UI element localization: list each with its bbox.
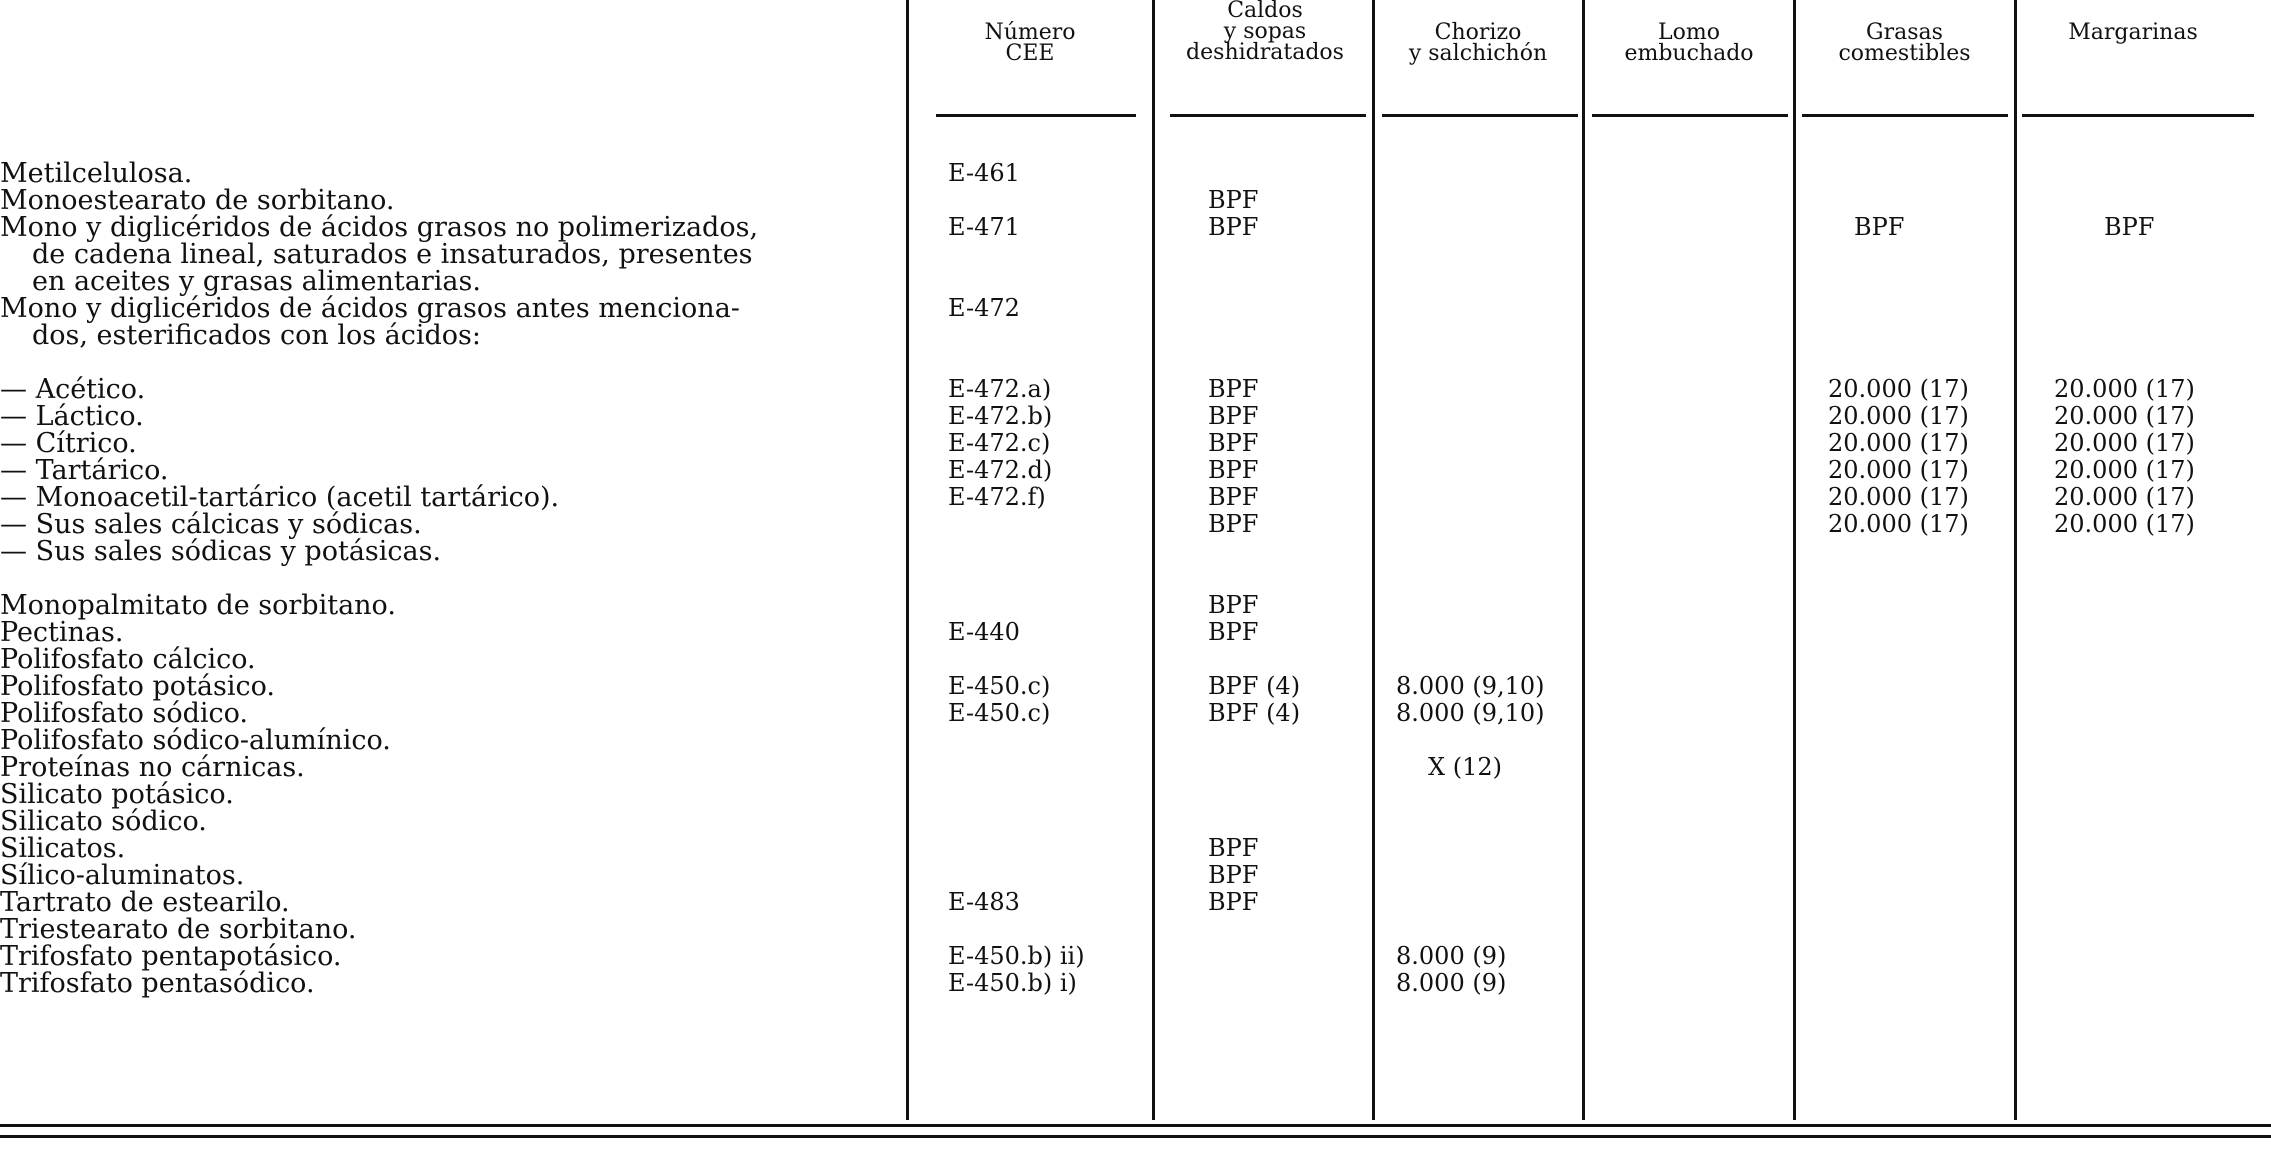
column-rule [2014, 0, 2017, 1120]
desc-cell: — Sus sales sódicas y potásicas. [0, 536, 442, 567]
caldos-cell: BPF [1208, 888, 1259, 916]
cee-cell: E-472.c) [948, 429, 1051, 457]
caldos-cell: BPF (4) [1208, 672, 1301, 700]
grasas-cell: 20.000 (17) [1828, 483, 1969, 511]
grasas-cell [1828, 295, 1969, 322]
chorizo-cell [1396, 295, 1545, 322]
grasas-cell [1828, 565, 1969, 592]
grasas-cell [1828, 619, 1969, 646]
desc-cell: Trifosfato pentapotásico. [0, 941, 342, 972]
desc-cell: Monoestearato de sorbitano. [0, 185, 395, 216]
cee-cell: E-440 [948, 618, 1020, 646]
desc-cell: dos, esterificados con los ácidos: [32, 320, 481, 351]
caldos-cell [1208, 781, 1300, 808]
chorizo-column [1396, 160, 1545, 997]
cee-cell [948, 808, 1085, 835]
chorizo-cell [1396, 565, 1545, 592]
cee-cell [948, 538, 1085, 565]
desc-cell [0, 349, 920, 376]
cee-cell: E-450.c) [948, 699, 1051, 727]
margarinas-cell [2054, 727, 2195, 754]
footer-rule [0, 1124, 2271, 1127]
margarinas-cell [2054, 349, 2195, 376]
cee-cell [948, 835, 1085, 862]
header-underline [936, 114, 1136, 117]
grasas-cell [1828, 889, 1969, 916]
grasas-cell: 20.000 (17) [1828, 375, 1969, 403]
desc-cell: de cadena lineal, saturados e insaturados, presentes [32, 239, 753, 270]
desc-cell: Proteínas no cárnicas. [0, 752, 305, 783]
grasas-cell [1828, 862, 1969, 889]
caldos-cell: BPF [1208, 861, 1259, 889]
desc-cell: Trifosfato pentasódico. [0, 968, 315, 999]
desc-cell: — Láctico. [0, 401, 144, 432]
grasas-cell [1828, 970, 1969, 997]
cee-cell: E-472.f) [948, 483, 1046, 511]
grasas-cell: 20.000 (17) [1828, 402, 1969, 430]
chorizo-cell [1396, 619, 1545, 646]
margarinas-cell: 20.000 (17) [2054, 375, 2195, 403]
cee-cell [948, 241, 1085, 268]
header-underline [1592, 114, 1788, 117]
grasas-cell: 20.000 (17) [1828, 456, 1969, 484]
chorizo-cell [1396, 457, 1545, 484]
chorizo-cell [1396, 241, 1545, 268]
chorizo-cell [1396, 511, 1545, 538]
chorizo-cell [1396, 646, 1545, 673]
margarinas-column [2054, 160, 2195, 997]
chorizo-cell [1396, 403, 1545, 430]
desc-cell: Polifosfato sódico-alumínico. [0, 725, 391, 756]
margarinas-cell: 20.000 (17) [2054, 402, 2195, 430]
desc-cell: Silicato potásico. [0, 779, 234, 810]
caldos-cell [1208, 565, 1300, 592]
chorizo-cell [1396, 727, 1545, 754]
chorizo-cell: 8.000 (9,10) [1396, 699, 1545, 727]
chorizo-cell: X (12) [1428, 753, 1502, 781]
caldos-cell: BPF [1208, 186, 1259, 214]
chorizo-cell [1396, 430, 1545, 457]
chorizo-cell [1396, 538, 1545, 565]
chorizo-cell [1396, 268, 1545, 295]
grasas-cell [1828, 538, 1969, 565]
grasas-cell [1828, 592, 1969, 619]
chorizo-cell [1396, 835, 1545, 862]
margarinas-cell [2054, 889, 2195, 916]
desc-cell: Triestearato de sorbitano. [0, 914, 357, 945]
desc-cell: — Sus sales cálcicas y sódicas. [0, 509, 422, 540]
chorizo-cell [1396, 322, 1545, 349]
margarinas-cell: BPF [2104, 213, 2155, 241]
numero-cee-column [948, 160, 1085, 997]
desc-cell: Sílico-aluminatos. [0, 860, 245, 891]
header-underline [2022, 114, 2254, 117]
grasas-cell [1828, 835, 1969, 862]
cee-cell [948, 268, 1085, 295]
grasas-cell [1828, 268, 1969, 295]
cee-cell [948, 754, 1085, 781]
header-margarinas: Margarinas [2068, 20, 2198, 45]
cee-cell [948, 592, 1085, 619]
margarinas-cell [2054, 160, 2195, 187]
desc-cell: en aceites y grasas alimentarias. [32, 266, 481, 297]
grasas-cell [1828, 241, 1969, 268]
chorizo-cell [1396, 160, 1545, 187]
margarinas-cell [2054, 700, 2195, 727]
margarinas-cell: 20.000 (17) [2054, 429, 2195, 457]
cee-cell [948, 322, 1085, 349]
header-grasas: Grasas comestibles [1838, 20, 1971, 66]
header-underline [1382, 114, 1578, 117]
header-lomo: Lomo embuchado [1624, 20, 1754, 66]
cee-cell [948, 862, 1085, 889]
desc-cell: Silicatos. [0, 833, 126, 864]
desc-cell: Polifosfato cálcico. [0, 644, 256, 675]
desc-cell: — Monoacetil-tartárico (acetil tartárico). [0, 482, 560, 513]
margarinas-cell: 20.000 (17) [2054, 483, 2195, 511]
caldos-cell [1208, 241, 1300, 268]
desc-cell: Pectinas. [0, 617, 124, 648]
desc-cell: Polifosfato potásico. [0, 671, 275, 702]
caldos-cell: BPF [1208, 483, 1259, 511]
header-underline [1170, 114, 1366, 117]
caldos-cell [1208, 349, 1300, 376]
caldos-cell: BPF [1208, 456, 1259, 484]
desc-cell: Silicato sódico. [0, 806, 207, 837]
margarinas-cell [2054, 187, 2195, 214]
chorizo-cell [1396, 592, 1545, 619]
margarinas-cell: 20.000 (17) [2054, 510, 2195, 538]
cee-cell: E-472.a) [948, 375, 1052, 403]
cee-cell: E-472 [948, 294, 1020, 322]
header-caldos: Caldos y sopas deshidratados [1186, 0, 1344, 65]
grasas-cell [1828, 187, 1969, 214]
chorizo-cell [1396, 916, 1545, 943]
caldos-cell [1208, 322, 1300, 349]
margarinas-cell [2054, 781, 2195, 808]
chorizo-cell: 8.000 (9,10) [1396, 672, 1545, 700]
margarinas-cell [2054, 241, 2195, 268]
column-rule [1372, 0, 1375, 1120]
desc-cell [0, 565, 920, 592]
chorizo-cell [1396, 376, 1545, 403]
caldos-cell [1208, 160, 1300, 187]
chorizo-cell [1396, 484, 1545, 511]
grasas-cell [1828, 322, 1969, 349]
header-chorizo: Chorizo y salchichón [1408, 20, 1548, 66]
chorizo-cell [1396, 349, 1545, 376]
cee-cell: E-461 [948, 159, 1020, 187]
cee-cell [948, 511, 1085, 538]
column-rule [1582, 0, 1585, 1120]
caldos-cell: BPF [1208, 375, 1259, 403]
caldos-cell [1208, 916, 1300, 943]
desc-cell: Polifosfato sódico. [0, 698, 248, 729]
grasas-cell: BPF [1854, 213, 1905, 241]
margarinas-cell [2054, 835, 2195, 862]
chorizo-cell: 8.000 (9) [1396, 969, 1507, 997]
margarinas-cell [2054, 646, 2195, 673]
margarinas-cell: 20.000 (17) [2054, 456, 2195, 484]
cee-cell: E-450.b) ii) [948, 942, 1085, 970]
grasas-cell: 20.000 (17) [1828, 429, 1969, 457]
margarinas-cell [2054, 565, 2195, 592]
cee-cell: E-472.b) [948, 402, 1053, 430]
margarinas-cell [2054, 295, 2195, 322]
chorizo-cell [1396, 889, 1545, 916]
chorizo-cell [1396, 862, 1545, 889]
cee-cell: E-450.b) i) [948, 969, 1077, 997]
desc-cell: — Acético. [0, 374, 146, 405]
caldos-cell [1208, 727, 1300, 754]
cee-cell: E-472.d) [948, 456, 1053, 484]
caldos-cell: BPF [1208, 618, 1259, 646]
grasas-cell [1828, 349, 1969, 376]
chorizo-cell [1396, 187, 1545, 214]
margarinas-cell [2054, 970, 2195, 997]
cee-cell: E-483 [948, 888, 1020, 916]
caldos-cell: BPF [1208, 510, 1259, 538]
grasas-cell [1828, 700, 1969, 727]
cee-cell [948, 565, 1085, 592]
chorizo-cell: 8.000 (9) [1396, 942, 1507, 970]
caldos-cell [1208, 538, 1300, 565]
cee-cell: E-450.c) [948, 672, 1051, 700]
desc-cell: Mono y diglicéridos de ácidos grasos antes menciona- [0, 293, 740, 324]
caldos-cell: BPF [1208, 402, 1259, 430]
caldos-column [1208, 160, 1300, 997]
margarinas-cell [2054, 322, 2195, 349]
margarinas-cell [2054, 808, 2195, 835]
margarinas-cell [2054, 916, 2195, 943]
caldos-cell: BPF [1208, 591, 1259, 619]
grasas-cell [1828, 943, 1969, 970]
margarinas-cell [2054, 619, 2195, 646]
margarinas-cell [2054, 268, 2195, 295]
cee-cell [948, 781, 1085, 808]
cee-cell [948, 187, 1085, 214]
caldos-cell [1208, 808, 1300, 835]
chorizo-cell [1396, 214, 1545, 241]
caldos-cell [1208, 295, 1300, 322]
cee-cell [948, 646, 1085, 673]
grasas-cell [1828, 754, 1969, 781]
footer-rule [0, 1135, 2271, 1138]
cee-cell: E-471 [948, 213, 1020, 241]
grasas-cell [1828, 808, 1969, 835]
caldos-cell: BPF (4) [1208, 699, 1301, 727]
desc-cell: Tartrato de estearilo. [0, 887, 290, 918]
caldos-cell [1208, 646, 1300, 673]
cee-cell [948, 727, 1085, 754]
chorizo-cell [1396, 808, 1545, 835]
desc-cell: Metilcelulosa. [0, 158, 193, 189]
caldos-cell: BPF [1208, 834, 1259, 862]
cee-cell [948, 349, 1085, 376]
desc-cell: Monopalmitato de sorbitano. [0, 590, 396, 621]
grasas-cell [1828, 727, 1969, 754]
desc-cell: — Cítrico. [0, 428, 137, 459]
grasas-cell [1828, 160, 1969, 187]
grasas-cell [1828, 646, 1969, 673]
grasas-cell: 20.000 (17) [1828, 510, 1969, 538]
grasas-cell [1828, 916, 1969, 943]
grasas-cell [1828, 673, 1969, 700]
caldos-cell: BPF [1208, 429, 1259, 457]
cee-cell [948, 916, 1085, 943]
margarinas-cell [2054, 538, 2195, 565]
caldos-cell: BPF [1208, 213, 1259, 241]
desc-cell: — Tartárico. [0, 455, 169, 486]
caldos-cell [1208, 754, 1300, 781]
caldos-cell [1208, 970, 1300, 997]
grasas-cell [1828, 781, 1969, 808]
margarinas-cell [2054, 592, 2195, 619]
margarinas-cell [2054, 754, 2195, 781]
margarinas-cell [2054, 862, 2195, 889]
chorizo-cell [1396, 781, 1545, 808]
description-column [0, 160, 920, 997]
header-underline [1802, 114, 2008, 117]
column-rule [1152, 0, 1155, 1120]
caldos-cell [1208, 268, 1300, 295]
column-rule [1793, 0, 1796, 1120]
caldos-cell [1208, 943, 1300, 970]
header-numero-cee: Número CEE [984, 20, 1076, 66]
grasas-column [1828, 160, 1969, 997]
margarinas-cell [2054, 673, 2195, 700]
margarinas-cell [2054, 943, 2195, 970]
desc-cell: Mono y diglicéridos de ácidos grasos no polimerizados, [0, 212, 759, 243]
